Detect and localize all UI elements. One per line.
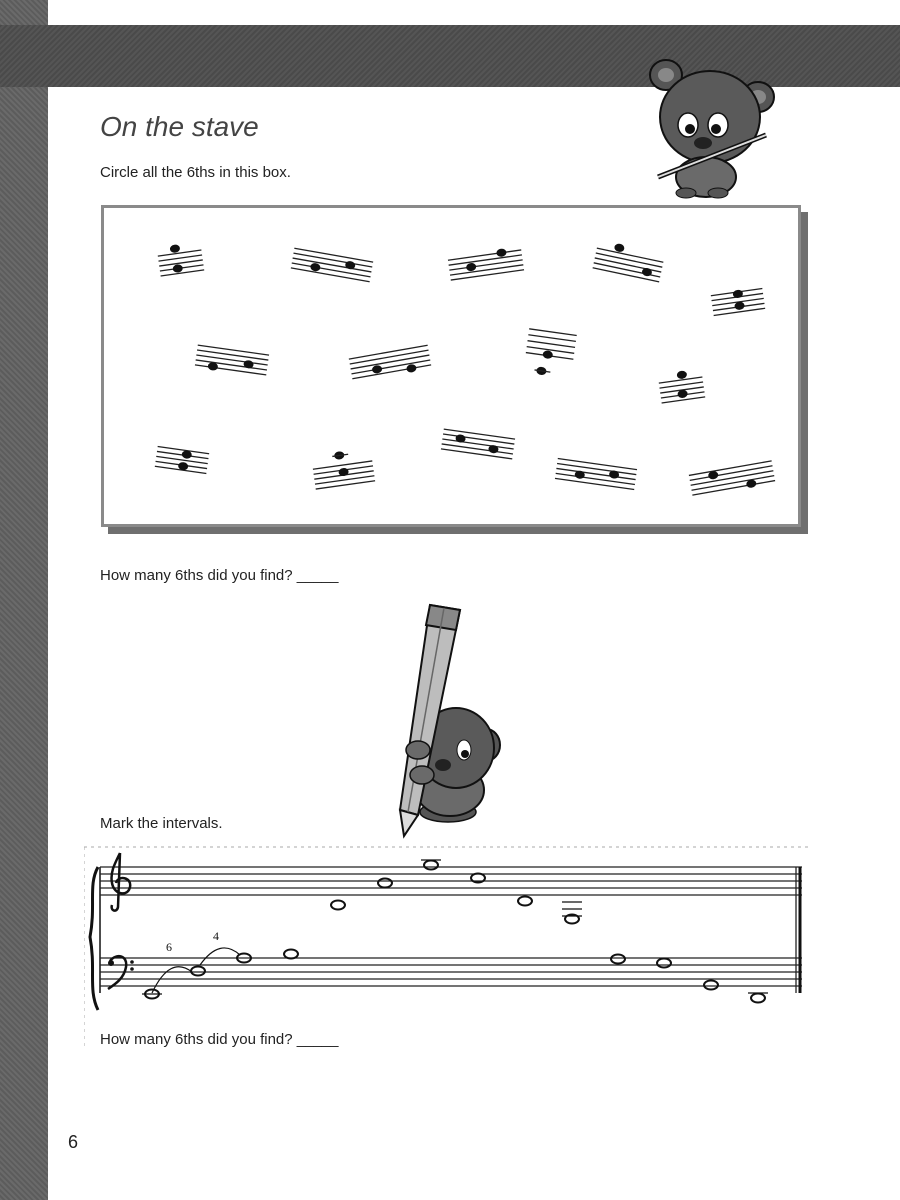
- koala-brush-icon: [648, 55, 778, 200]
- note: [378, 879, 392, 888]
- staff-snippet[interactable]: [441, 429, 515, 459]
- staff-snippet[interactable]: [157, 241, 205, 276]
- note: [172, 264, 183, 273]
- note: [611, 955, 625, 964]
- note: [310, 262, 321, 272]
- staff-snippet[interactable]: [711, 286, 766, 315]
- page-title: On the stave: [100, 111, 259, 142]
- staff-snippet[interactable]: [311, 447, 375, 489]
- instruction-circle-6ths: Circle all the 6ths in this box.: [100, 164, 291, 181]
- staff-snippet[interactable]: [658, 368, 706, 403]
- brace-icon: [90, 867, 98, 1010]
- staff-snippet[interactable]: [447, 246, 524, 280]
- note: [371, 365, 382, 375]
- grand-staff: [84, 845, 814, 1050]
- staff-snippet[interactable]: [195, 345, 270, 378]
- note: [331, 901, 345, 910]
- instruction-mark-intervals: Mark the intervals.: [100, 815, 223, 832]
- staff-snippet[interactable]: [349, 345, 432, 383]
- note: [751, 994, 765, 1003]
- koala-pencil-icon: [388, 600, 508, 840]
- note: [614, 243, 625, 253]
- staff-snippets: [104, 208, 798, 524]
- note: [542, 350, 553, 359]
- note: [466, 262, 477, 271]
- question-count-box: How many 6ths did you find? _____: [100, 567, 339, 584]
- note: [424, 861, 438, 870]
- note: [496, 248, 507, 257]
- note: [191, 967, 205, 976]
- note: [169, 244, 180, 253]
- staff-snippet[interactable]: [555, 459, 637, 490]
- question-count-staff: How many 6ths did you find? _____: [100, 1031, 339, 1048]
- note: [518, 897, 532, 906]
- note: [704, 981, 718, 990]
- note: [406, 364, 417, 374]
- staff-snippet[interactable]: [593, 239, 666, 282]
- treble-clef-icon: [111, 853, 130, 911]
- note: [657, 959, 671, 968]
- treble-staff: [100, 867, 802, 895]
- interval-label: 4: [213, 929, 219, 943]
- staff-snippet[interactable]: [291, 248, 373, 282]
- staff-snippet[interactable]: [155, 446, 209, 473]
- note: [284, 950, 298, 959]
- note: [676, 370, 687, 379]
- interval-label: 6: [166, 940, 172, 954]
- staff-snippet[interactable]: [689, 461, 776, 498]
- side-bar: [0, 0, 48, 1200]
- staff-snippet[interactable]: [523, 329, 577, 379]
- intervals-box: [101, 205, 801, 527]
- page-number: 6: [68, 1132, 79, 1152]
